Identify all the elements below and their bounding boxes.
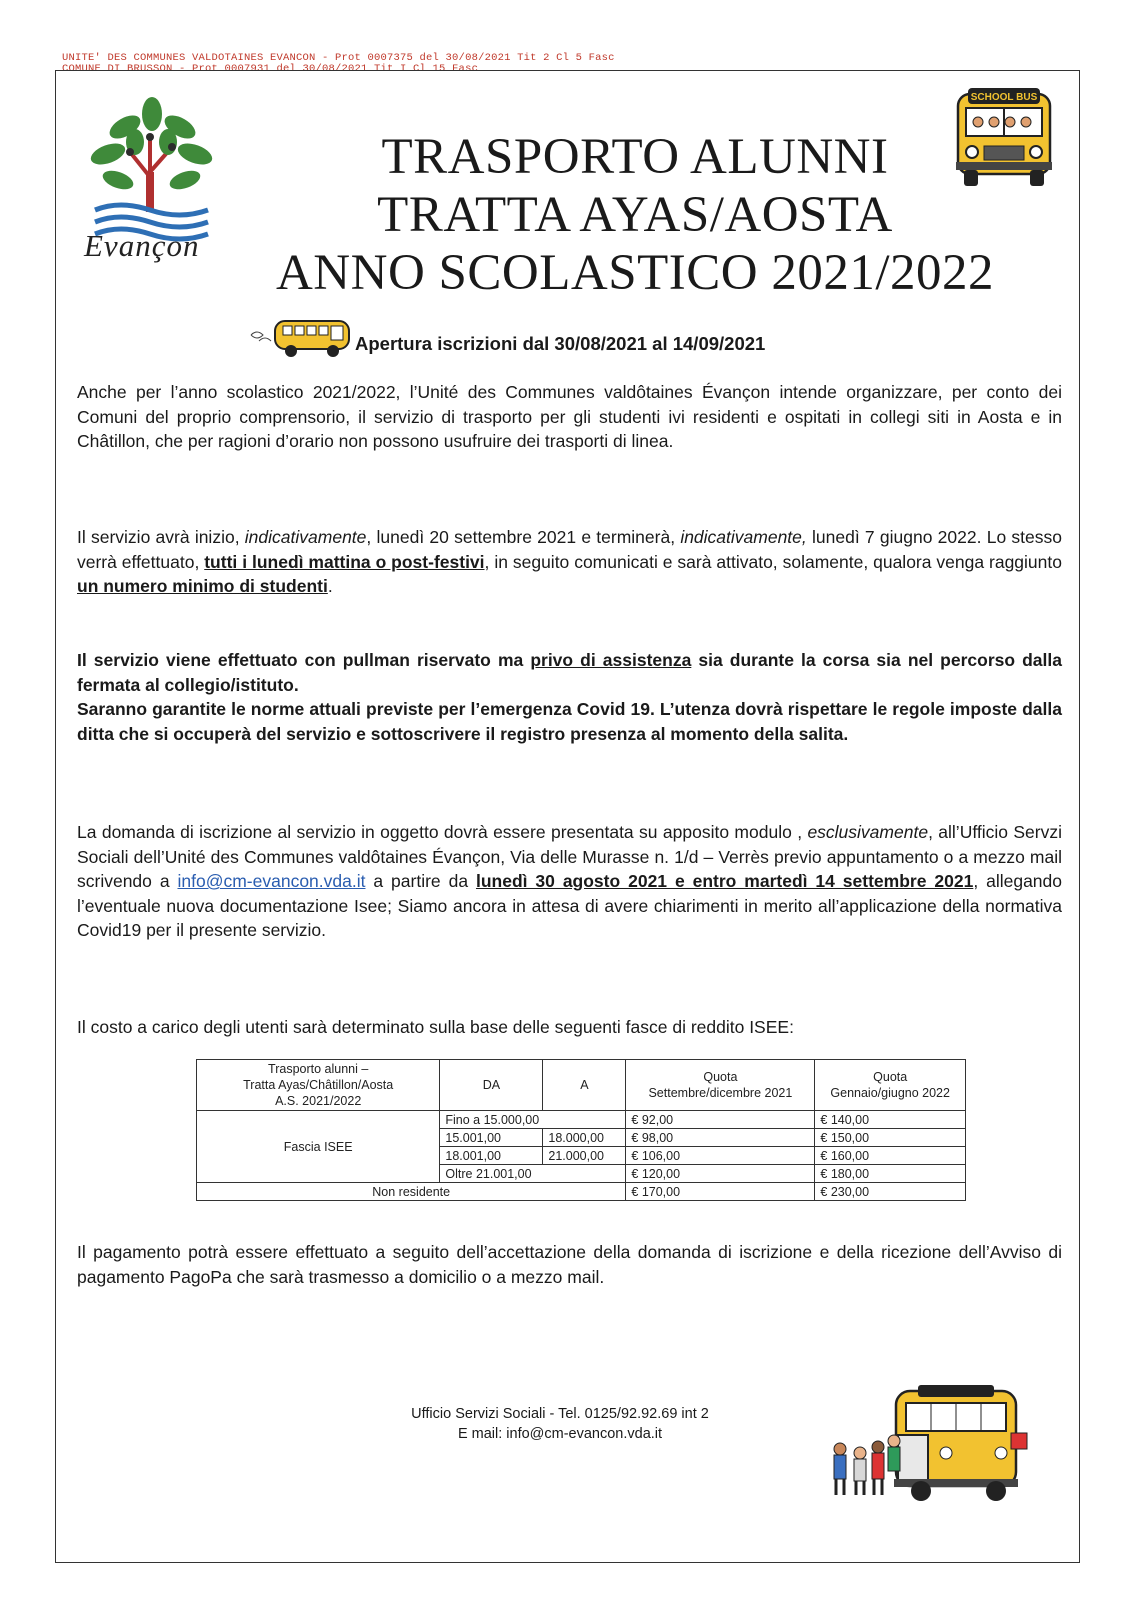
table-cell-q1: € 92,00	[626, 1111, 815, 1129]
table-header-title: Trasporto alunni – Tratta Ayas/Châtillon/Aosta A.S. 2021/2022	[197, 1060, 440, 1111]
table-cell-a: 21.000,00	[543, 1147, 626, 1165]
enrollment-period: Apertura iscrizioni dal 30/08/2021 al 14/09/2021	[355, 333, 766, 354]
intro-paragraph: Anche per l’anno scolastico 2021/2022, l’Unité des Communes valdôtaines Évançon intende organizzare, per conto dei Comuni del proprio comprensorio, il servizio di trasporto per gli studenti ivi residenti e ospitati in collegi siti in Aosta e in Châtillon, che per ragioni d’orario non possono usufruire dei trasporti di linea.	[77, 382, 1062, 451]
table-cell-q2: € 160,00	[815, 1147, 966, 1165]
table-cell-q1: € 170,00	[626, 1183, 815, 1201]
table-cell-da: Oltre 21.001,00	[440, 1165, 626, 1183]
table-cell-da: Fino a 15.000,00	[440, 1111, 626, 1129]
service-dates-paragraph: Il servizio avrà inizio, indicativamente, lunedì 20 settembre 2021 e terminerà, indicativamente, lunedì 7 giugno 2022. Lo stesso verrà effettuato, tutti i lunedì mattina o post-festivi, in seguito comunicati e sarà attivato, solamente, qualora venga raggiunto un numero minimo di studenti.	[77, 527, 1062, 596]
title-line-1: TRASPORTO ALUNNI	[381, 129, 889, 185]
non-resident-label: Non residente	[197, 1183, 626, 1201]
table-cell-q2: € 140,00	[815, 1111, 966, 1129]
table-header-row	[197, 1060, 966, 1111]
payment-paragraph: Il pagamento potrà essere effettuato a seguito dell’accettazione della domanda di iscrizione e della ricezione dell’Avviso di pagamento PagoPa che sarà trasmesso a domicilio o a mezzo mail.	[77, 1242, 1062, 1287]
evancon-logo-text: Evançon	[84, 228, 200, 263]
footer-contacts	[350, 1404, 770, 1444]
fascia-isee-label: Fascia ISEE	[197, 1111, 440, 1183]
table-cell-q2: € 230,00	[815, 1183, 966, 1201]
header-da: DA	[440, 1060, 543, 1111]
table-cell-q2: € 180,00	[815, 1165, 966, 1183]
header-a: A	[543, 1060, 626, 1111]
service-conditions-paragraph: Il servizio viene effettuato con pullman riservato ma privo di assistenza sia durante la corsa sia nel percorso dalla fermata al collegio/istituto. Saranno garantite le norme attuali previste per l’emergenza Covid 19. L’utenza dovrà rispettare le regole imposte dalla ditta che si occuperà del servizio e sottoscrivere il registro presenza al momento della salita.	[77, 650, 1062, 744]
table-cell-q1: € 120,00	[626, 1165, 815, 1183]
title-line-3: ANNO SCOLASTICO 2021/2022	[275, 245, 995, 301]
table-cell-da: 15.001,00	[440, 1129, 543, 1147]
header-quota-1: Quota Settembre/dicembre 2021	[626, 1060, 815, 1111]
footer-office-phone: Ufficio Servizi Sociali - Tel. 0125/92.92.69 int 2	[411, 1406, 709, 1422]
protocol-stamp-1: UNITE' DES COMMUNES VALDOTAINES EVANCON - Prot 0007375 del 30/08/2021 Tit 2 Cl 5 Fasc	[62, 52, 615, 64]
school-bus-children-illustration	[826, 1383, 1031, 1503]
table-cell-q2: € 150,00	[815, 1129, 966, 1147]
fee-table	[196, 1059, 966, 1201]
school-bus-label: SCHOOL BUS	[970, 92, 1038, 103]
protocol-stamp-2: COMUNE DI BRUSSON - Prot 0007931 del 30/08/2021 Tit I Cl 15 Fasc	[62, 63, 479, 75]
footer-email: E mail: info@cm-evancon.vda.it	[457, 1426, 663, 1442]
email-link[interactable]: info@cm-evancon.vda.it	[177, 871, 366, 891]
page-title	[225, 128, 1045, 302]
table-cell-q1: € 106,00	[626, 1147, 815, 1165]
school-bus-front-icon	[948, 84, 1060, 192]
small-bus-icon	[249, 315, 354, 360]
table-row	[197, 1183, 966, 1201]
title-line-2: TRATTA AYAS/AOSTA	[377, 187, 893, 243]
table-cell-q1: € 98,00	[626, 1129, 815, 1147]
cost-intro-paragraph: Il costo a carico degli utenti sarà determinato sulla base delle seguenti fasce di reddito ISEE:	[77, 1017, 794, 1037]
header-quota-2: Quota Gennaio/giugno 2022	[815, 1060, 966, 1111]
table-cell-da: 18.001,00	[440, 1147, 543, 1165]
application-paragraph: La domanda di iscrizione al servizio in oggetto dovrà essere presentata su apposito modulo , esclusivamente, all’Ufficio Servzi Sociali dell’Unité des Communes valdôtaines Évançon, Via delle Murasse n. 1/d – Verrès previo appuntamento o a mezzo mail scrivendo a info@cm-evancon.vda.it a partire da lunedì 30 agosto 2021 e entro martedì 14 settembre 2021, allegando l’eventuale nuova documentazione Isee; Siamo ancora in attesa di avere chiarimenti in merito all’applicazione della normativa Covid19 per il presente servizio.	[77, 822, 1063, 940]
table-cell-a: 18.000,00	[543, 1129, 626, 1147]
table-row	[197, 1111, 966, 1129]
